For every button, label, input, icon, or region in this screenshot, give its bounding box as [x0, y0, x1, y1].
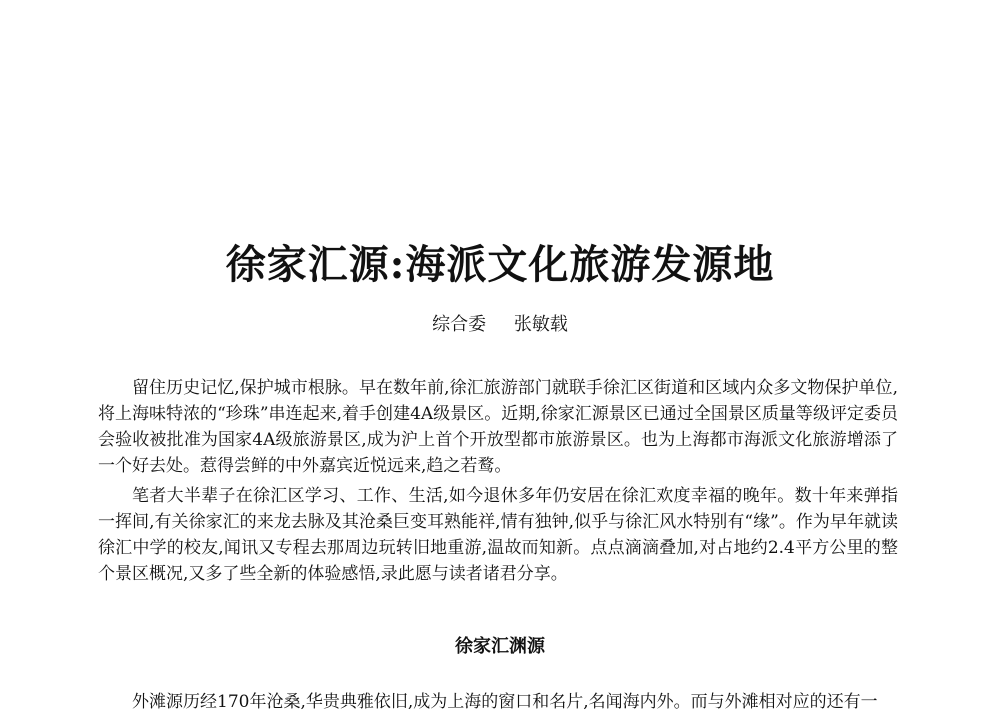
- article-authors: [0, 311, 1000, 339]
- article-title: 徐家汇源:海派文化旅游发源地: [225, 241, 775, 288]
- author-1: 综合委: [432, 314, 487, 335]
- author-2: 张敏载: [513, 314, 568, 335]
- paragraph-2: 笔者大半辈子在徐汇区学习、工作、生活,如今退休多年仍安居在徐汇欢度幸福的晚年。数十年来弹指一挥间,有关徐家汇的来龙去脉及其沧桑巨变耳熟能祥,情有独钟,似乎与徐汇风水特别有“缘”。作为早年就读徐汇中学的校友,闻讯又专程去那周边玩转旧地重游,温故而知新。点点滴滴叠加,对占地约2.4平方公里的整个景区概况,又多了些全新的体验感悟,录此愿与读者诸君分享。: [98, 486, 898, 584]
- section-paragraph: 外滩源历经170年沧桑,华贵典雅依旧,成为上海的窗口和名片,名闻海内外。而与外滩相对应的还有一: [132, 692, 878, 712]
- section-heading: 徐家汇渊源: [455, 636, 545, 657]
- paragraph-1: 留住历史记忆,保护城市根脉。早在数年前,徐汇旅游部门就联手徐汇区街道和区域内众多文物保护单位,将上海味特浓的“珍珠”串连起来,着手创建4A级景区。近期,徐家汇源景区已通过全国景区质量等级评定委员会验收被批准为国家4A级旅游景区,成为沪上首个开放型都市旅游景区。也为上海都市海派文化旅游增添了一个好去处。惹得尝鲜的中外嘉宾近悦远来,趋之若鹜。: [98, 378, 898, 476]
